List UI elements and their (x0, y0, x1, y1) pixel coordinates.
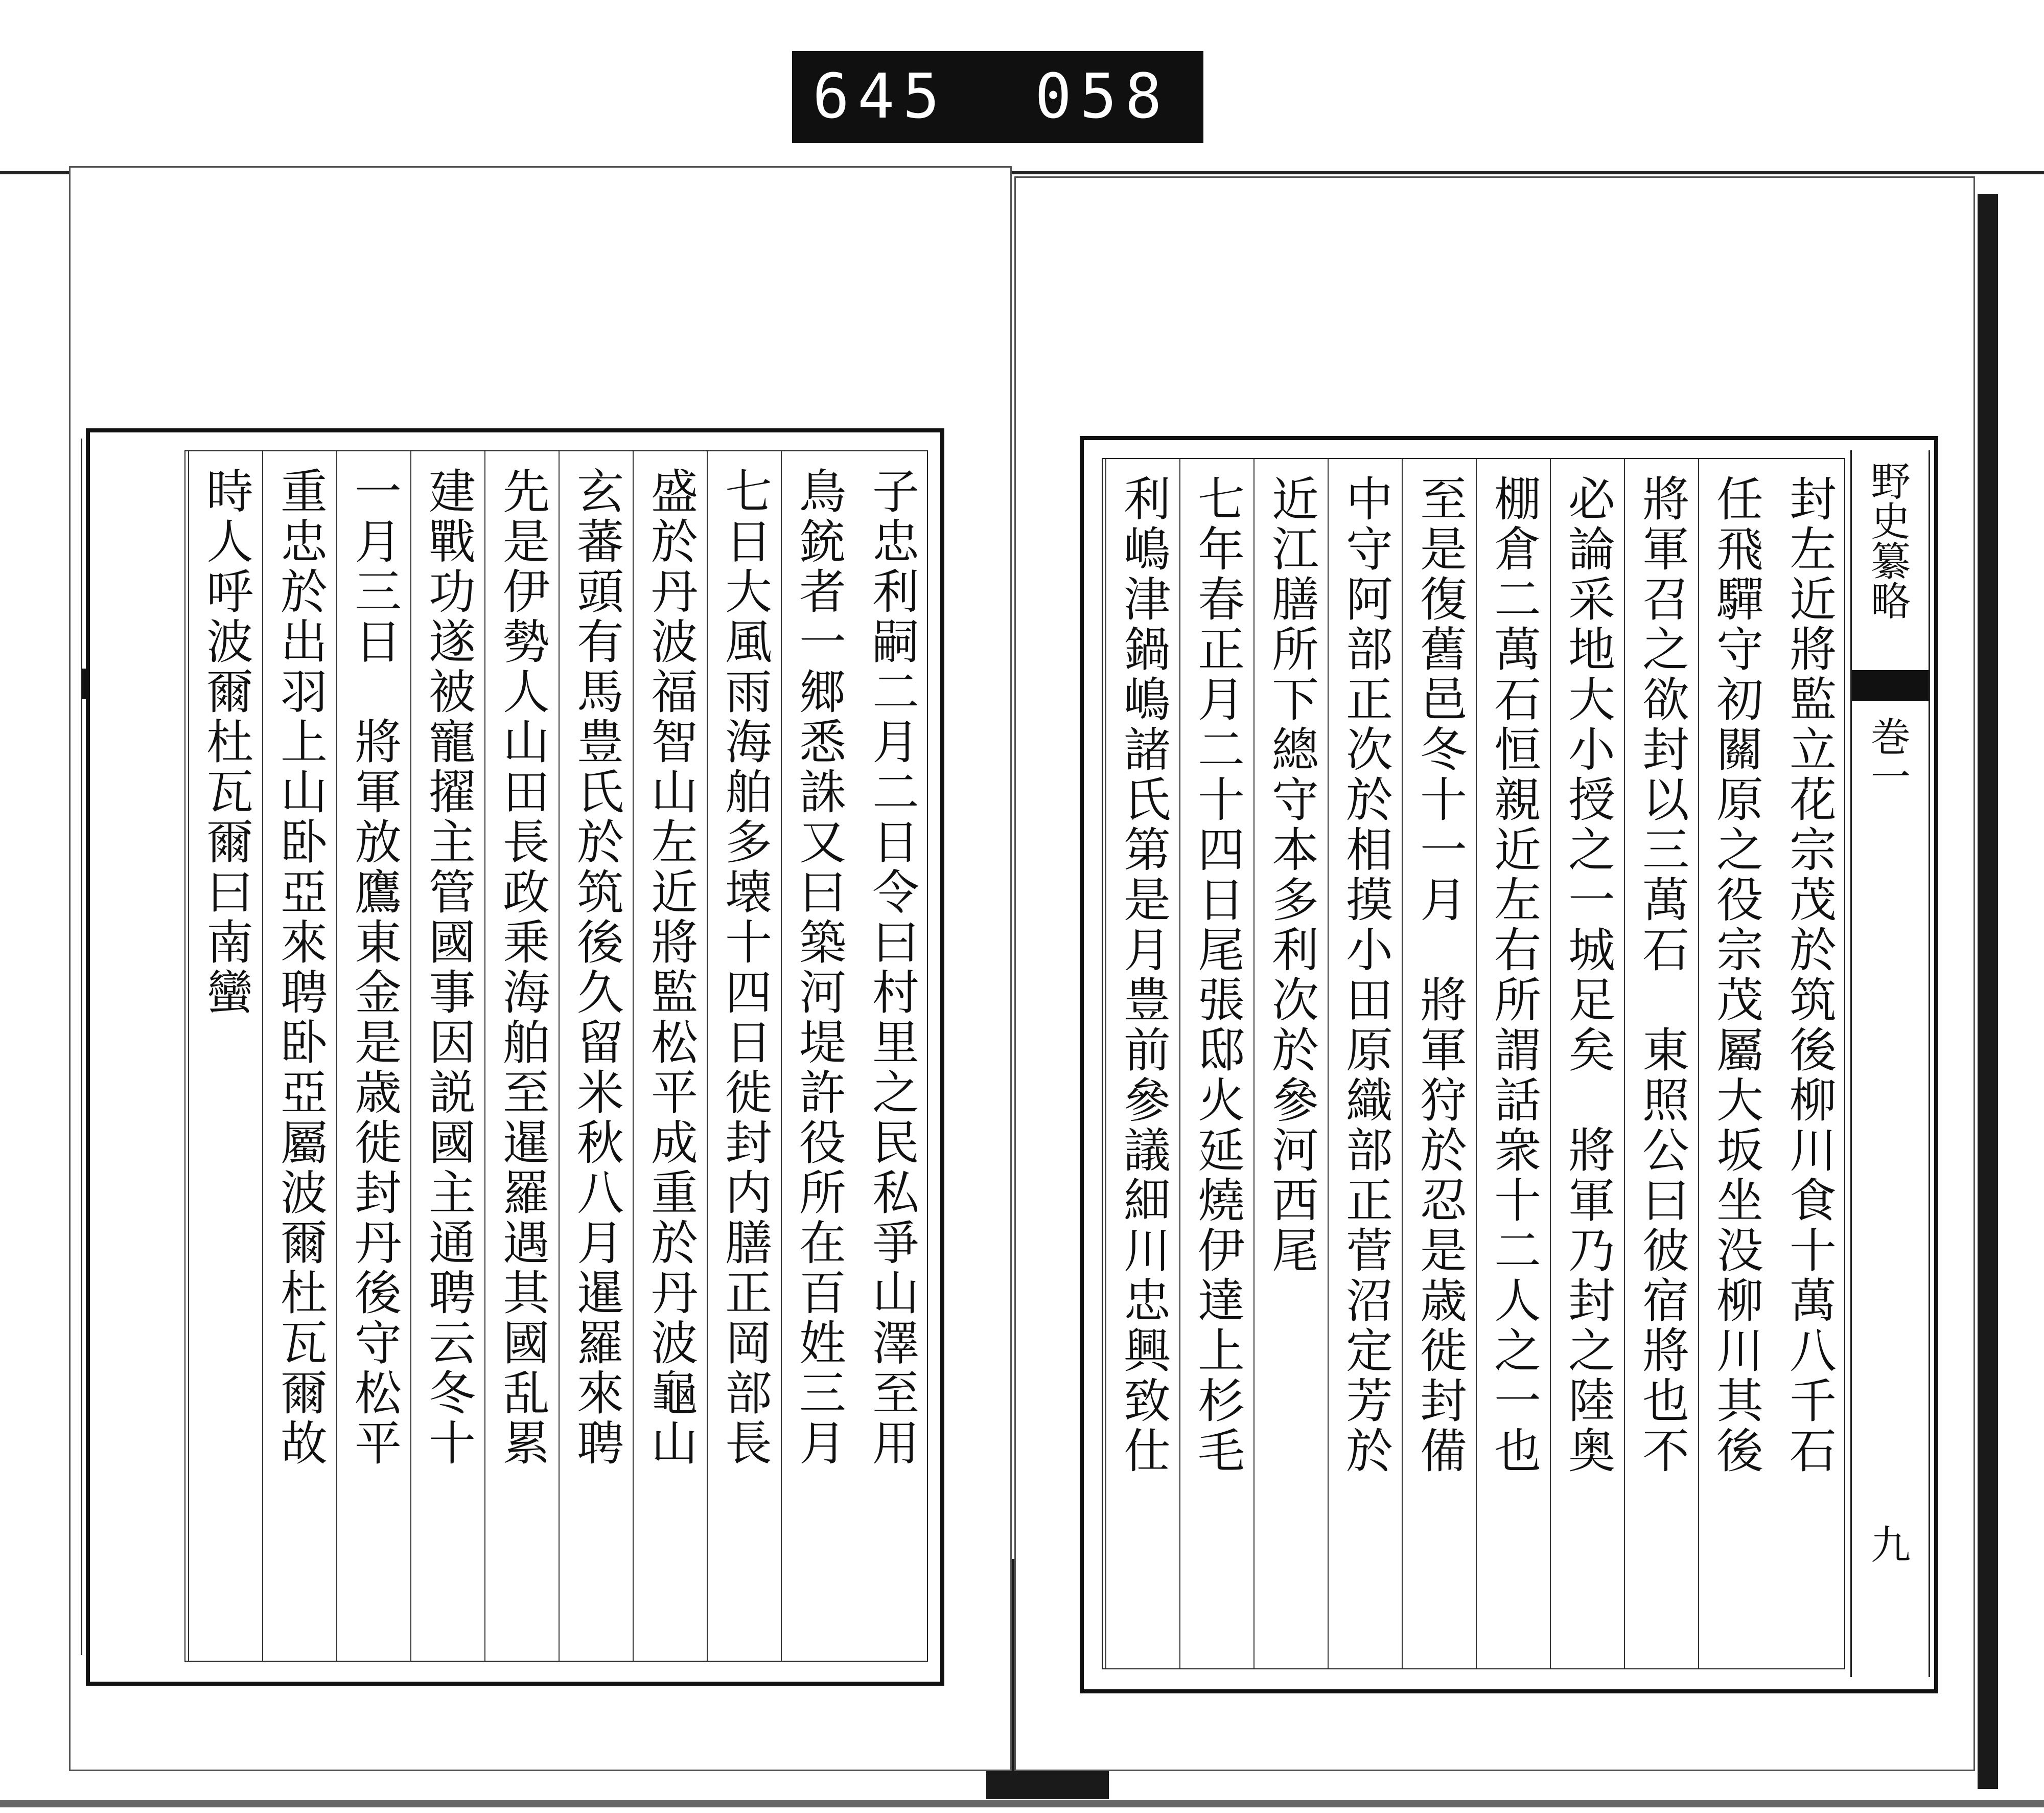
frame-number: 058 (1035, 61, 1170, 132)
column-text: 必論采地大小授之一城足矣 將軍乃封之陸奥 (1561, 474, 1615, 1476)
column (1550, 459, 1625, 1668)
column (633, 451, 708, 1661)
column (188, 451, 263, 1661)
column-text: 七日大風雨海舶多壊十四日徙封内膳正岡部長 (717, 467, 772, 1468)
reel-number: 645 (812, 61, 948, 132)
column-text: 封左近將監立花宗茂於筑後柳川食十萬八千石 (1782, 474, 1837, 1476)
frame-number-label (792, 51, 1203, 143)
right-page (1014, 176, 1975, 1771)
column-text: 中守阿部正次於相摸小田原織部正菅沼定芳於 (1338, 474, 1393, 1476)
left-text-block (86, 428, 944, 1686)
column (484, 451, 560, 1661)
bottom-edge-line (0, 1800, 2044, 1807)
column-text: 利嶋津鍋嶋諸氏第是月豊前參議細川忠興致仕 (1116, 474, 1171, 1476)
column (1179, 459, 1255, 1668)
column (336, 451, 411, 1661)
column-text: 重忠於出羽上山卧亞來聘卧亞屬波爾杜瓦爾故 (273, 467, 328, 1468)
right-text-block (1080, 436, 1938, 1693)
column-text: 近江膳所下總守本多利次於參河西尾 (1264, 474, 1319, 1276)
column (1698, 459, 1773, 1668)
right-margin-folio: 九 (1864, 1524, 1910, 1564)
right-margin-volume: 巻一 (1864, 716, 1910, 796)
column-text: 任飛驒守初關原之役宗茂屬大坂坐没柳川其後 (1709, 474, 1763, 1476)
column (1624, 459, 1699, 1668)
column (1328, 459, 1403, 1668)
column (1772, 459, 1846, 1668)
column-text: 子忠利嗣二月二日令曰村里之民私爭山澤至用 (865, 467, 919, 1468)
column-text: 玄蕃頭有馬豊氏於筑後久留米秋八月暹羅來聘 (569, 467, 624, 1468)
column (1476, 459, 1551, 1668)
right-margin-strip (1850, 450, 1930, 1677)
column-text: 鳥銃者一郷悉誅又曰築河堤許役所在百姓三月 (792, 467, 846, 1468)
column (707, 451, 782, 1661)
column-text: 先是伊勢人山田長政乗海舶至暹羅遇其國乱累 (495, 467, 550, 1468)
right-margin-bar (1852, 670, 1929, 701)
right-margin-title: 野史纂略 (1864, 461, 1910, 620)
column (781, 451, 856, 1661)
column-text: 至是復舊邑冬十一月 將軍狩於忍是歳徙封備 (1412, 474, 1467, 1476)
column-text: 盛於丹波福智山左近將監松平成重於丹波龜山 (643, 467, 698, 1468)
column-text: 建戰功遂被寵擢主管國事因説國主通聘云冬十 (421, 467, 476, 1468)
left-page (69, 166, 1012, 1771)
right-text-frame (1102, 458, 1845, 1669)
column (855, 451, 929, 1661)
column (262, 451, 337, 1661)
column (410, 451, 485, 1661)
right-edge-shadow (1978, 194, 1998, 1789)
column (1105, 459, 1180, 1668)
column-text: 一月三日 將軍放鷹東金是歳徙封丹後守松平 (347, 467, 402, 1468)
column (1402, 459, 1477, 1668)
column (559, 451, 634, 1661)
left-text-frame (184, 450, 928, 1662)
column-text: 時人呼波爾杜瓦爾曰南蠻 (199, 467, 253, 1018)
column (1253, 459, 1329, 1668)
column-text: 棚倉二萬石恒親近左右所謂話衆十二人之一也 (1486, 474, 1541, 1476)
column-text: 將軍召之欲封以三萬石 東照公曰彼宿將也不 (1635, 474, 1689, 1476)
column-text: 七年春正月二十四日尾張邸火延燒伊達上杉毛 (1190, 474, 1245, 1476)
